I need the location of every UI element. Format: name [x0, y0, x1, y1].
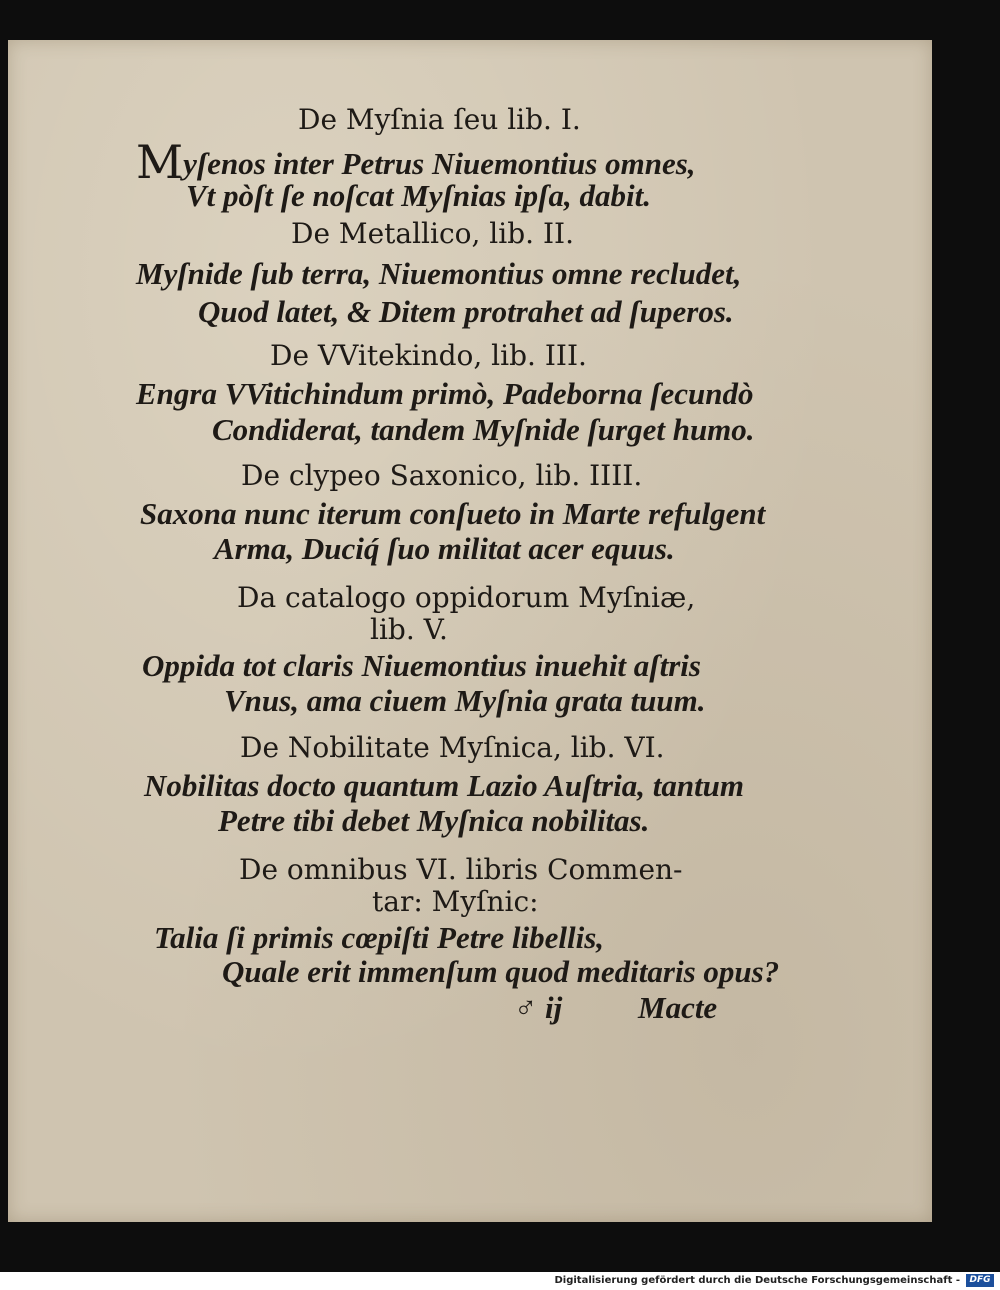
verse-line: Nobilitas docto quantum Lazio Auſtria, tantum: [144, 768, 745, 803]
section-heading: Da catalogo oppidorum Myſniæ,: [237, 581, 696, 614]
verse-line: Oppida tot claris Niuemontius inuehit aſtris: [142, 648, 701, 683]
funding-credit: Digitalisierung gefördert durch die Deutsche Forschungsgemeinschaft -: [554, 1275, 960, 1286]
book-page: [8, 40, 932, 1222]
section-heading: De VVitekindo, lib. III.: [270, 339, 587, 372]
section-heading: lib. V.: [370, 613, 448, 646]
verse-line: Myſnide ſub terra, Niuemontius omne recludet,: [136, 256, 742, 291]
verse-text: yſenos inter Petrus Niuemontius omnes,: [183, 146, 696, 181]
verse-line: Vt pòſt ſe noſcat Myſnias ipſa, dabit.: [186, 178, 651, 213]
section-heading: De Myſnia ſeu lib. I.: [298, 103, 581, 136]
verse-line: Vnus, ama ciuem Myſnia grata tuum.: [224, 683, 706, 718]
verse-line: Condiderat, tandem Myſnide ſurget humo.: [212, 412, 755, 447]
verse-line: Quod latet, & Ditem protrahet ad ſuperos.: [198, 294, 734, 329]
verse-line: Engra VVitichindum primò, Padeborna ſecundò: [136, 376, 754, 411]
drop-cap: M: [136, 135, 184, 189]
verse-line: Quale erit immenſum quod meditaris opus?: [222, 954, 780, 989]
signature-mark: ♂ ij: [514, 990, 563, 1025]
verse-line: Petre tibi debet Myſnica nobilitas.: [218, 803, 650, 838]
verse-line: Saxona nunc iterum conſueto in Marte refulgent: [140, 496, 766, 531]
verse-line: Arma, Duciq́ ſuo militat acer equus.: [214, 531, 675, 566]
section-heading: De omnibus VI. libris Commen-: [239, 853, 683, 886]
section-heading: De Nobilitate Myſnica, lib. VI.: [240, 731, 665, 764]
section-heading: De Metallico, lib. II.: [291, 217, 574, 250]
dfg-logo-icon: DFG: [966, 1274, 994, 1287]
section-heading: De clypeo Saxonico, lib. IIII.: [241, 459, 643, 492]
verse-line: Talia ſi primis cœpiſti Petre libellis,: [154, 920, 605, 955]
footer-bar: [0, 1272, 1000, 1290]
catchword: Macte: [638, 990, 718, 1025]
section-heading: tar: Myſnic:: [372, 885, 539, 918]
